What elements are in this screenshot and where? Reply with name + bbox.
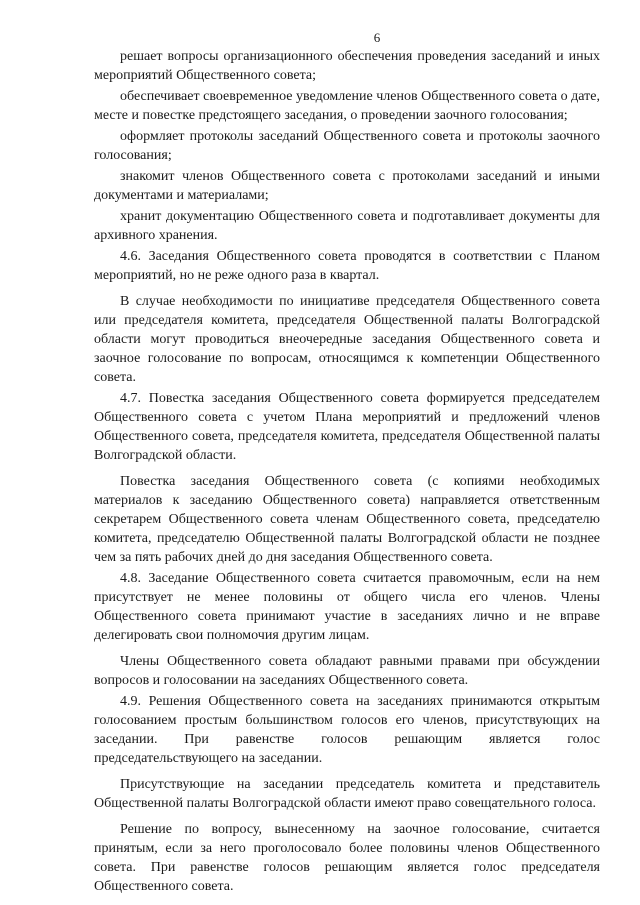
paragraph: обеспечивает своевременное уведомление членов Общественного совета о дате, месте и повестке предстоящего заседания, о проведении заочного голосования; xyxy=(94,89,600,123)
paragraph: 4.8. Заседание Общественного совета считается правомочным, если на нем присутствует не менее половины от общего числа его членов. Члены Общественного совета принимают участие в заседаниях лично и не вправе делегировать свои полномочия другим лицам. xyxy=(94,571,600,643)
page-number: 6 xyxy=(373,30,381,45)
paragraph: 4.6. Заседания Общественного совета проводятся в соответствии с Планом мероприятий, но не реже одного раза в квартал. xyxy=(94,249,600,283)
paragraph: Повестка заседания Общественного совета (с копиями необходимых материалов к заседанию Общественного совета) направляется ответственным секретарем Общественного совета членам Общественного совета, председателю комитета, председателю Общественной палаты Волгоградской области не позднее чем за пять рабочих дней до дня заседания Общественного совета. xyxy=(94,474,600,565)
paragraph: Присутствующие на заседании председатель комитета и представитель Общественной палаты Волгоградской области имеют право совещательного голоса. xyxy=(94,777,600,811)
paragraph: Решение по вопросу, вынесенному на заочное голосование, считается принятым, если за него проголосовало более половины членов Общественного совета. При равенстве голосов решающим является голос председателя Общественного совета. xyxy=(94,822,600,894)
paragraph: В случае необходимости по инициативе председателя Общественного совета или председателя комитета, председателя Общественной палаты Волгоградской области могут проводиться внеочередные заседания Общественного совета и заочное голосование по вопросам, относящимся к компетенции Общественного совета. xyxy=(94,294,600,385)
paragraph: Члены Общественного совета обладают равными правами при обсуждении вопросов и голосовании на заседаниях Общественного совета. xyxy=(94,654,600,688)
paragraph: 4.9. Решения Общественного совета на заседаниях принимаются открытым голосованием простым большинством голосов его членов, присутствующих на заседании. При равенстве голосов решающим является голос председательствующего на заседании. xyxy=(94,694,600,766)
paragraph: 4.7. Повестка заседания Общественного совета формируется председателем Общественного совета с учетом Плана мероприятий и предложений членов Общественного совета, председателя комитета, председателя Общественной палаты Волгоградской области. xyxy=(94,391,600,463)
paragraph: знакомит членов Общественного совета с протоколами заседаний и иными документами и материалами; xyxy=(94,169,600,203)
paragraph: оформляет протоколы заседаний Общественного совета и протоколы заочного голосования; xyxy=(94,129,600,163)
paragraph: решает вопросы организационного обеспечения проведения заседаний и иных мероприятий Общественного совета; xyxy=(94,49,600,83)
paragraph: хранит документацию Общественного совета и подготавливает документы для архивного хранения. xyxy=(94,209,600,243)
